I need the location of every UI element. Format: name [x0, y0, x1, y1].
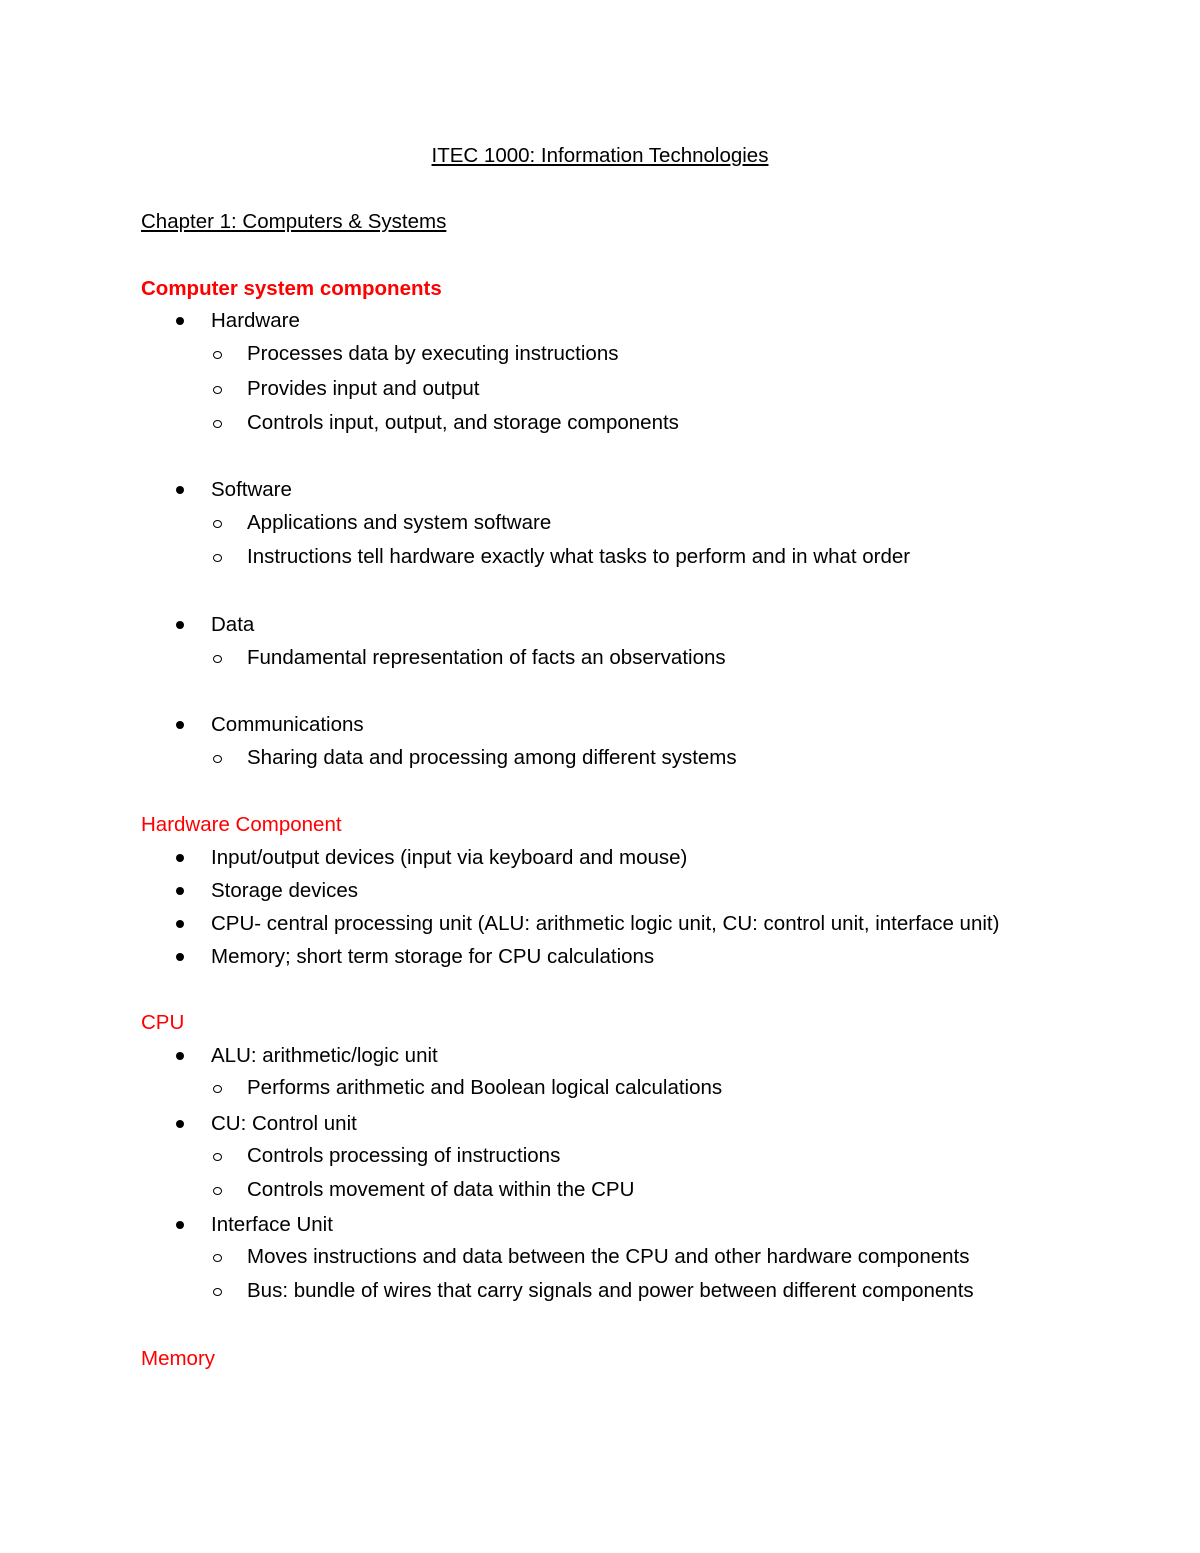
bullet-dot-icon [176, 887, 184, 895]
bullet-dot-icon [176, 486, 184, 494]
list-item: Hardware [211, 309, 300, 332]
sub-list-item: Performs arithmetic and Boolean logical calculations [247, 1076, 723, 1099]
document-title: ITEC 1000: Information Technologies [431, 144, 769, 167]
list-item: Interface Unit [211, 1213, 333, 1236]
list-item: Communications [211, 713, 364, 736]
bullet-circle-icon [213, 1254, 222, 1262]
bullet-dot-icon [176, 1221, 184, 1229]
list-item: CPU- central processing unit (ALU: arithmetic logic unit, CU: control unit, interface unit) [211, 912, 1000, 935]
sub-list-item: Controls input, output, and storage components [247, 411, 679, 434]
bullet-dot-icon [176, 721, 184, 729]
bullet-circle-icon [213, 655, 222, 663]
bullet-dot-icon [176, 317, 184, 325]
list-item: Memory; short term storage for CPU calculations [211, 945, 655, 968]
bullet-circle-icon [213, 351, 222, 359]
bullet-circle-icon [213, 1085, 222, 1093]
list-item: Input/output devices (input via keyboard and mouse) [211, 846, 688, 869]
sub-list-item: Bus: bundle of wires that carry signals and power between different components [247, 1279, 974, 1302]
sub-list-item: Processes data by executing instructions [247, 342, 619, 365]
bullet-circle-icon [213, 1187, 222, 1195]
bullet-dot-icon [176, 953, 184, 961]
list-item: Storage devices [211, 879, 359, 902]
bullet-circle-icon [213, 420, 222, 428]
sub-list-item: Fundamental representation of facts an observations [247, 646, 726, 669]
list-item: Data [211, 613, 255, 636]
bullet-circle-icon [213, 1288, 222, 1296]
sub-list-item: Applications and system software [247, 511, 552, 534]
bullet-dot-icon [176, 920, 184, 928]
chapter-title: Chapter 1: Computers & Systems [141, 210, 447, 233]
sub-list-item: Moves instructions and data between the CPU and other hardware components [247, 1245, 970, 1268]
list-item: CU: Control unit [211, 1112, 357, 1135]
sub-list-item: Controls movement of data within the CPU [247, 1178, 635, 1201]
bullet-circle-icon [213, 386, 222, 394]
bullet-circle-icon [213, 1153, 222, 1161]
sub-list-item: Provides input and output [247, 377, 480, 400]
sub-list-item: Controls processing of instructions [247, 1144, 561, 1167]
bullet-circle-icon [213, 755, 222, 763]
bullet-dot-icon [176, 621, 184, 629]
sub-list-item: Sharing data and processing among different systems [247, 746, 737, 769]
section-heading-hardware-component: Hardware Component [141, 813, 342, 836]
bullet-circle-icon [213, 554, 222, 562]
bullet-dot-icon [176, 1052, 184, 1060]
bullet-dot-icon [176, 1120, 184, 1128]
bullet-circle-icon [213, 520, 222, 528]
list-item: Software [211, 478, 292, 501]
section-heading-components: Computer system components [141, 277, 442, 300]
list-item: ALU: arithmetic/logic unit [211, 1044, 438, 1067]
section-heading-memory: Memory [141, 1347, 216, 1370]
sub-list-item: Instructions tell hardware exactly what tasks to perform and in what order [247, 545, 911, 568]
section-heading-cpu: CPU [141, 1011, 185, 1034]
bullet-dot-icon [176, 854, 184, 862]
